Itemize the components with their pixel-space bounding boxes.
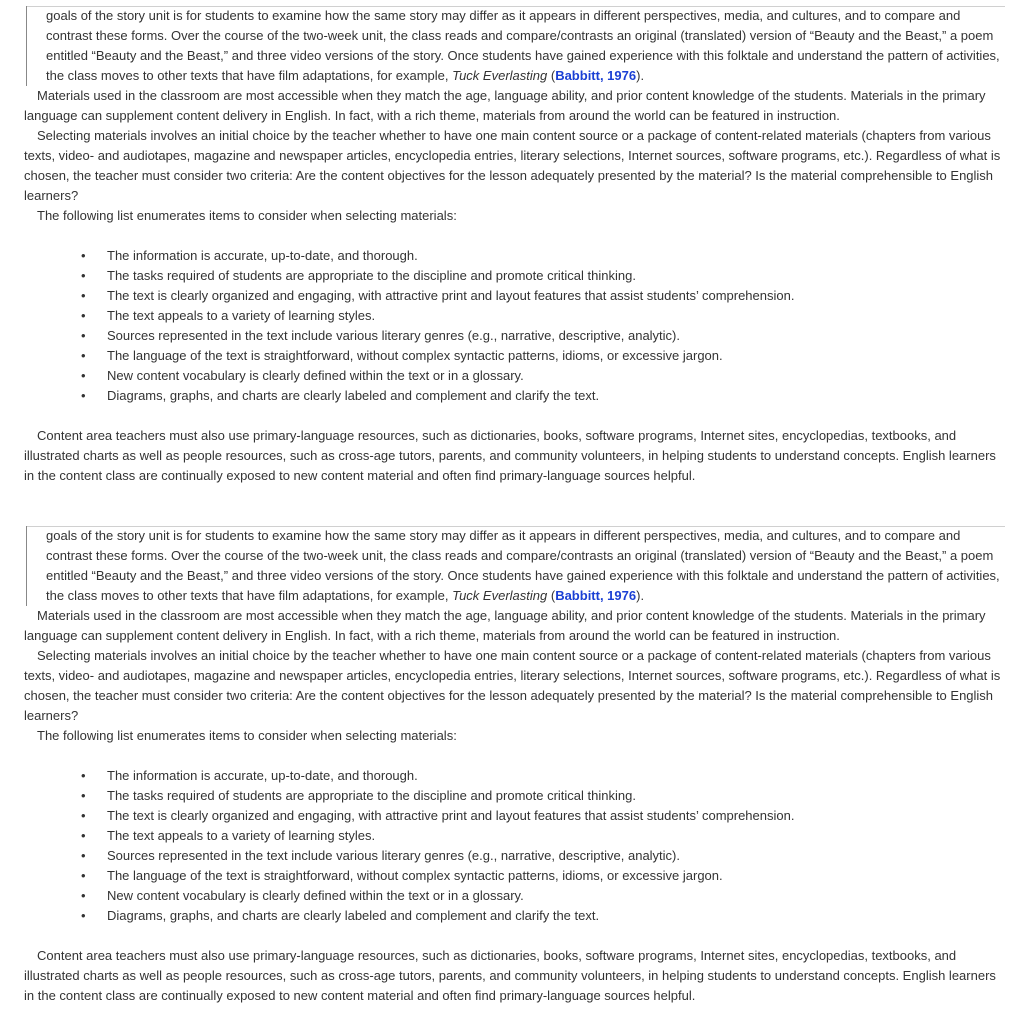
list-item: • Sources represented in the text include various literary genres (e.g., narrative, descriptive, analytic). [24,326,1004,346]
quote-paragraph [46,526,1000,606]
book-title: Tuck Everlasting [452,68,548,83]
list-item: • The text is clearly organized and engaging, with attractive print and layout features that assist students’ comprehension. [24,806,1004,826]
list-item: • The text is clearly organized and engaging, with attractive print and layout features that assist students’ comprehension. [24,286,1004,306]
paragraph-list-intro: The following list enumerates items to consider when selecting materials: [37,728,457,743]
list-item: • New content vocabulary is clearly defined within the text or in a glossary. [24,886,1004,906]
quote-text: goals of the story unit is for students to examine how the same story may differ as it appears in different perspectives, media, and cultures, and to compare and contrast these forms. Over the course of the two-week unit, the class reads and compare/contrasts an original (translated) version of “Beauty and the Beast,” a poem entitled “Beauty and the Beast,” and three video versions of the story. Once students have gained experience with this folktale and understand the pattern of activities, the class moves to other texts that have film adaptations, for example, [46,528,1000,603]
list-item: • Diagrams, graphs, and charts are clearly labeled and complement and clarify the text. [24,906,1004,926]
book-title: Tuck Everlasting [452,588,548,603]
block-quote [26,526,1004,606]
criteria-list [24,246,1004,406]
list-item: • The text appeals to a variety of learning styles. [24,826,1004,846]
document-section [24,526,1004,1006]
document-section [24,6,1004,486]
list-item: • The information is accurate, up-to-date, and thorough. [24,766,1004,786]
close-punct: ). [636,588,645,603]
paragraph-materials: Materials used in the classroom are most accessible when they match the age, language ability, and prior content knowledge of the students. Materials in the primary language can supplement content delivery in English. In fact, with a rich theme, materials from around the world can be featured in instruction. [24,608,986,643]
criteria-list [24,766,1004,926]
list-item: • The language of the text is straightforward, without complex syntactic patterns, idioms, or excessive jargon. [24,866,1004,886]
paragraph-materials: Materials used in the classroom are most accessible when they match the age, language ability, and prior content knowledge of the students. Materials in the primary language can supplement content delivery in English. In fact, with a rich theme, materials from around the world can be featured in instruction. [24,88,986,123]
list-item: • The tasks required of students are appropriate to the discipline and promote critical thinking. [24,266,1004,286]
citation-link[interactable]: Babbitt, 1976 [555,68,637,83]
paragraph-selecting: Selecting materials involves an initial choice by the teacher whether to have one main content source or a package of content-related materials (chapters from various texts, video- and audiotapes, magazine and newspaper articles, encyclopedia entries, literary selections, Internet sources, software programs, etc.). Regardless of what is chosen, the teacher must consider two criteria: Are the content objectives for the lesson adequately presented by the material? Is the material comprehensible to English learners? [24,128,1001,203]
list-item: • The information is accurate, up-to-date, and thorough. [24,246,1004,266]
quote-text: goals of the story unit is for students to examine how the same story may differ as it appears in different perspectives, media, and cultures, and to compare and contrast these forms. Over the course of the two-week unit, the class reads and compare/contrasts an original (translated) version of “Beauty and the Beast,” a poem entitled “Beauty and the Beast,” and three video versions of the story. Once students have gained experience with this folktale and understand the pattern of activities, the class moves to other texts that have film adaptations, for example, [46,8,1000,83]
open-paren: ( [547,588,556,603]
quote-paragraph [46,6,1000,86]
close-punct: ). [636,68,645,83]
list-item: • The text appeals to a variety of learning styles. [24,306,1004,326]
list-item: • The tasks required of students are appropriate to the discipline and promote critical thinking. [24,786,1004,806]
citation-link[interactable]: Babbitt, 1976 [555,588,637,603]
open-paren: ( [547,68,556,83]
paragraph-closing: Content area teachers must also use primary-language resources, such as dictionaries, books, software programs, Internet sites, encyclopedias, textbooks, and illustrated charts as well as people resources, such as cross-age tutors, parents, and community volunteers, in helping students to understand concepts. English learners in the content class are continually exposed to new content material and often find primary-language sources helpful. [24,428,996,483]
list-item: • The language of the text is straightforward, without complex syntactic patterns, idioms, or excessive jargon. [24,346,1004,366]
list-item: • Sources represented in the text include various literary genres (e.g., narrative, descriptive, analytic). [24,846,1004,866]
list-item: • New content vocabulary is clearly defined within the text or in a glossary. [24,366,1004,386]
block-quote [26,6,1004,86]
list-item: • Diagrams, graphs, and charts are clearly labeled and complement and clarify the text. [24,386,1004,406]
paragraph-selecting: Selecting materials involves an initial choice by the teacher whether to have one main content source or a package of content-related materials (chapters from various texts, video- and audiotapes, magazine and newspaper articles, encyclopedia entries, literary selections, Internet sources, software programs, etc.). Regardless of what is chosen, the teacher must consider two criteria: Are the content objectives for the lesson adequately presented by the material? Is the material comprehensible to English learners? [24,648,1001,723]
paragraph-list-intro: The following list enumerates items to consider when selecting materials: [37,208,457,223]
paragraph-closing: Content area teachers must also use primary-language resources, such as dictionaries, books, software programs, Internet sites, encyclopedias, textbooks, and illustrated charts as well as people resources, such as cross-age tutors, parents, and community volunteers, in helping students to understand concepts. English learners in the content class are continually exposed to new content material and often find primary-language sources helpful. [24,948,996,1003]
